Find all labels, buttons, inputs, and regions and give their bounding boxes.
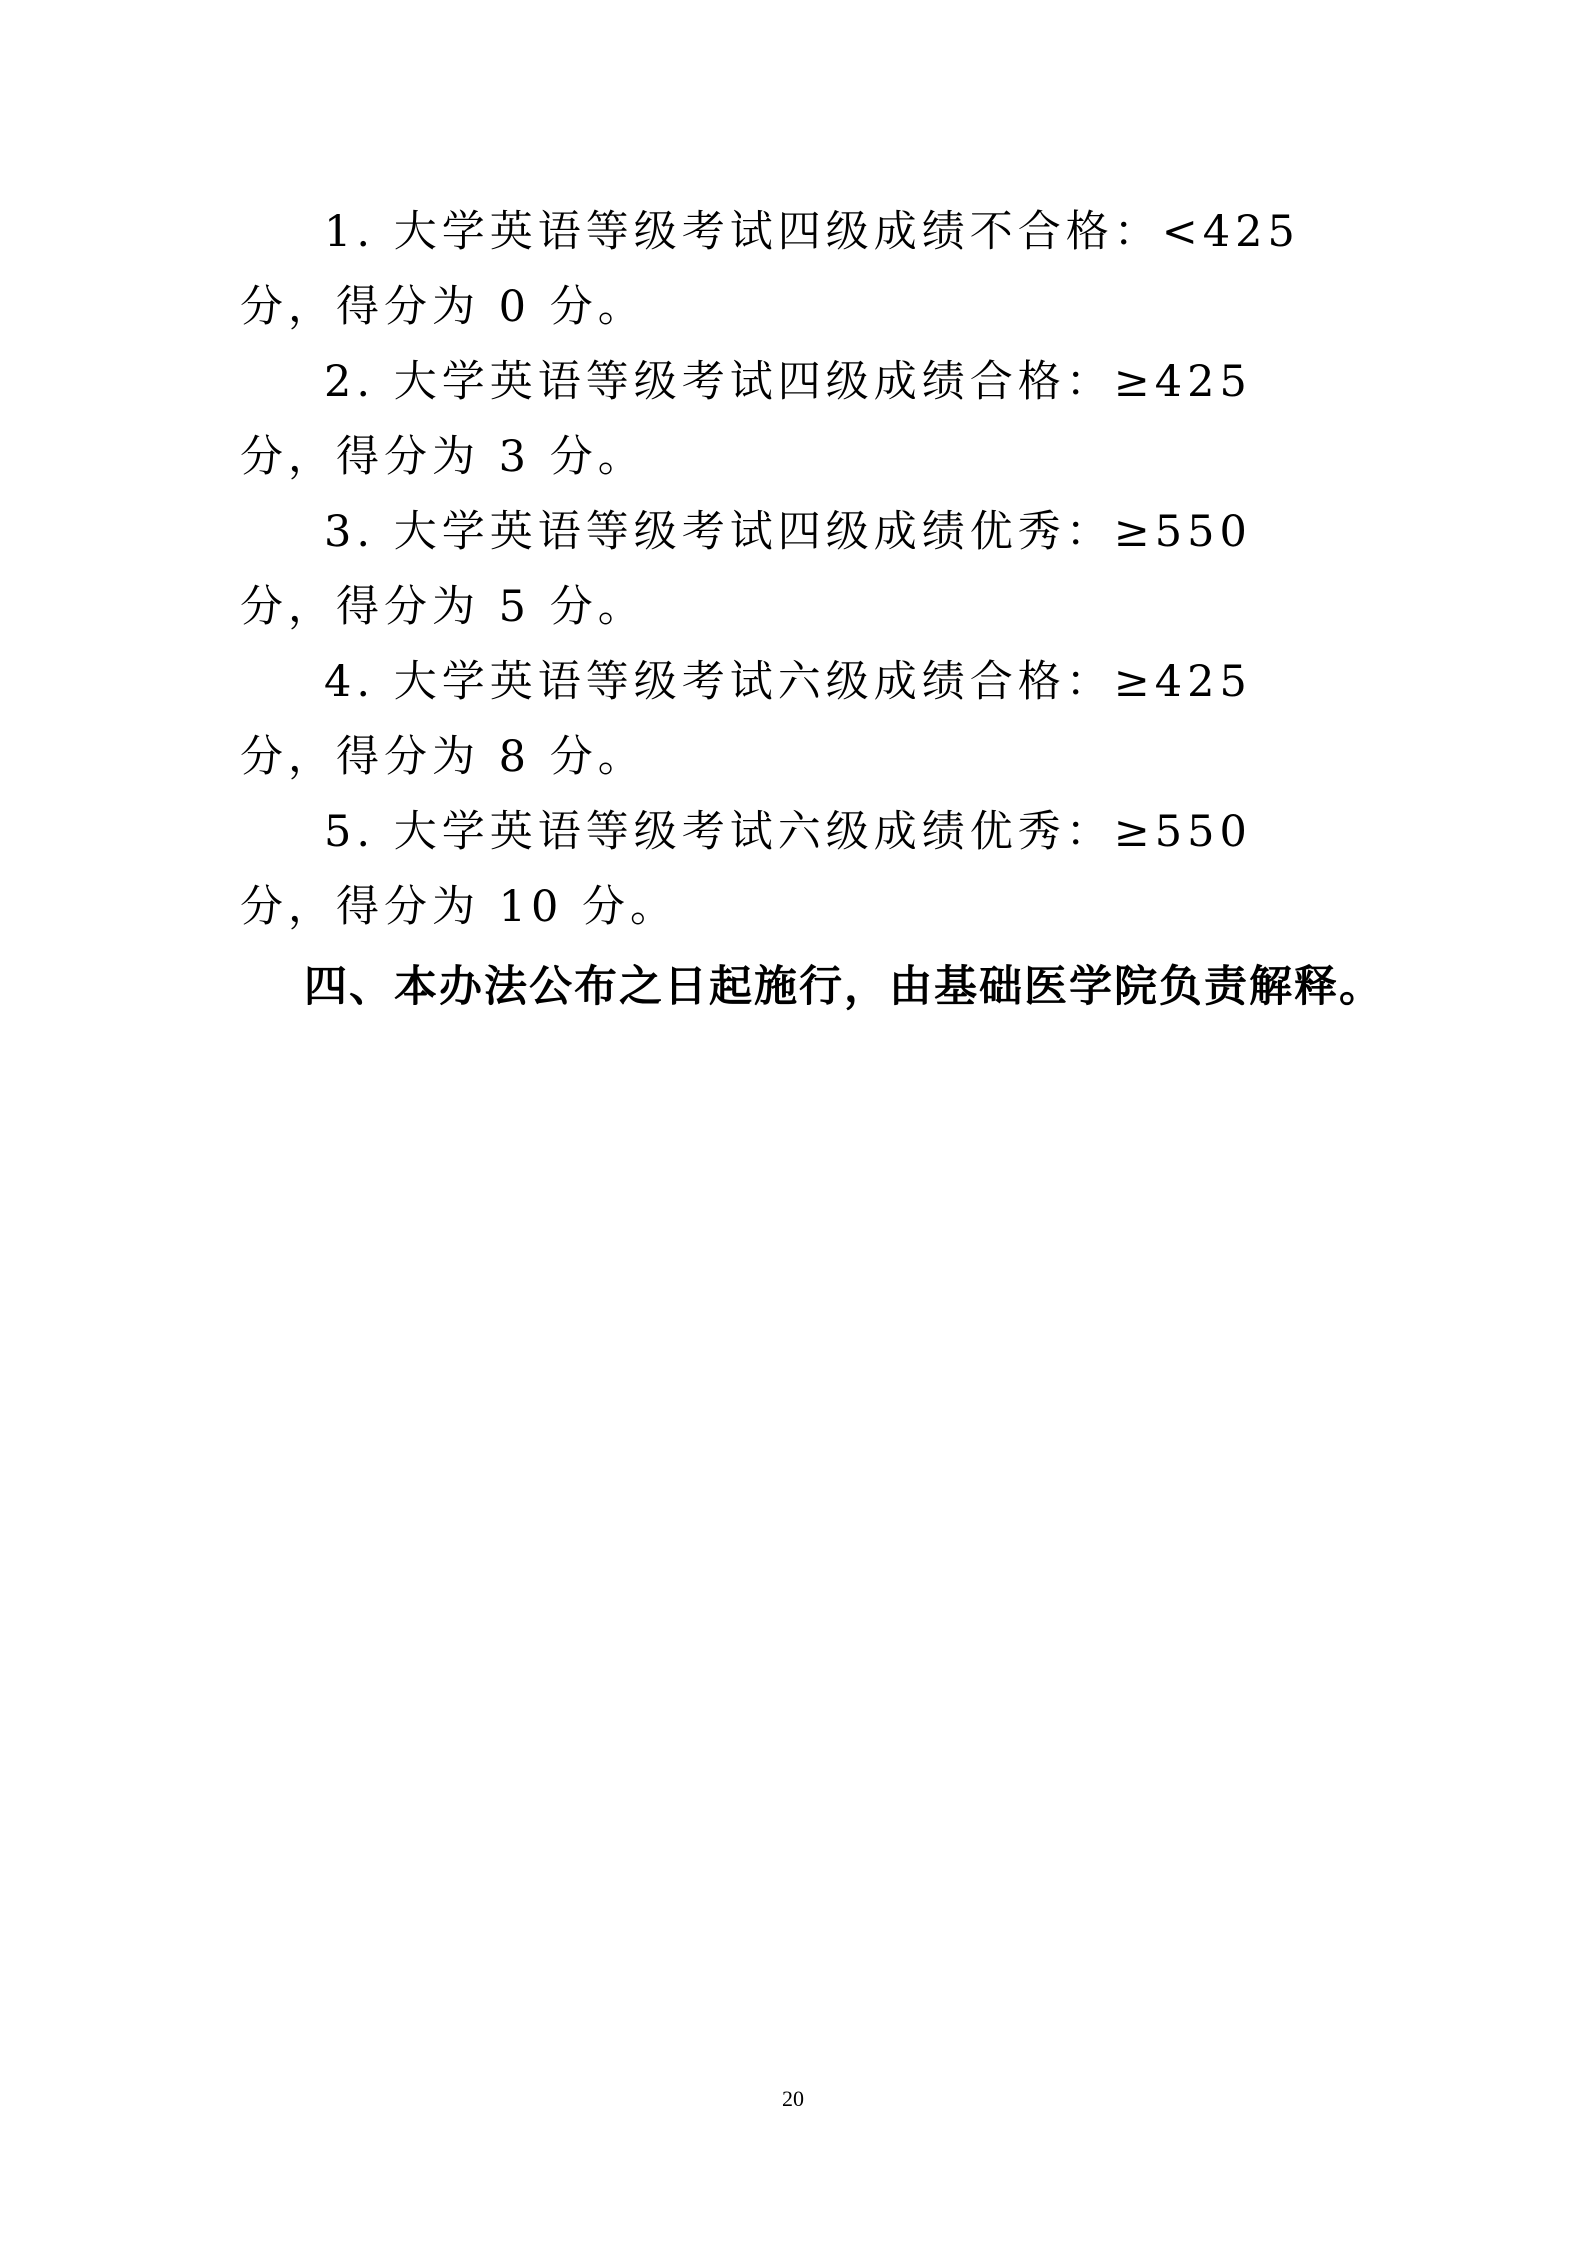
- criteria-item-2: 2. 大学英语等级考试四级成绩合格：≥425 分，得分为 3 分。: [240, 357, 1252, 482]
- page-number: 20: [782, 2086, 804, 2111]
- closing-clause: 四、本办法公布之日起施行，由基础医学院负责解释。: [304, 962, 1384, 1012]
- criteria-item-3: 3. 大学英语等级考试四级成绩优秀：≥550 分，得分为 5 分。: [240, 507, 1252, 632]
- criteria-item-4: 4. 大学英语等级考试六级成绩合格：≥425 分，得分为 8 分。: [240, 657, 1252, 782]
- scoring-criteria-list: [240, 195, 1340, 945]
- criteria-item-1: 1. 大学英语等级考试四级成绩不合格：<425 分，得分为 0 分。: [240, 207, 1300, 332]
- criteria-item-5: 5. 大学英语等级考试六级成绩优秀：≥550 分，得分为 10 分。: [240, 807, 1252, 932]
